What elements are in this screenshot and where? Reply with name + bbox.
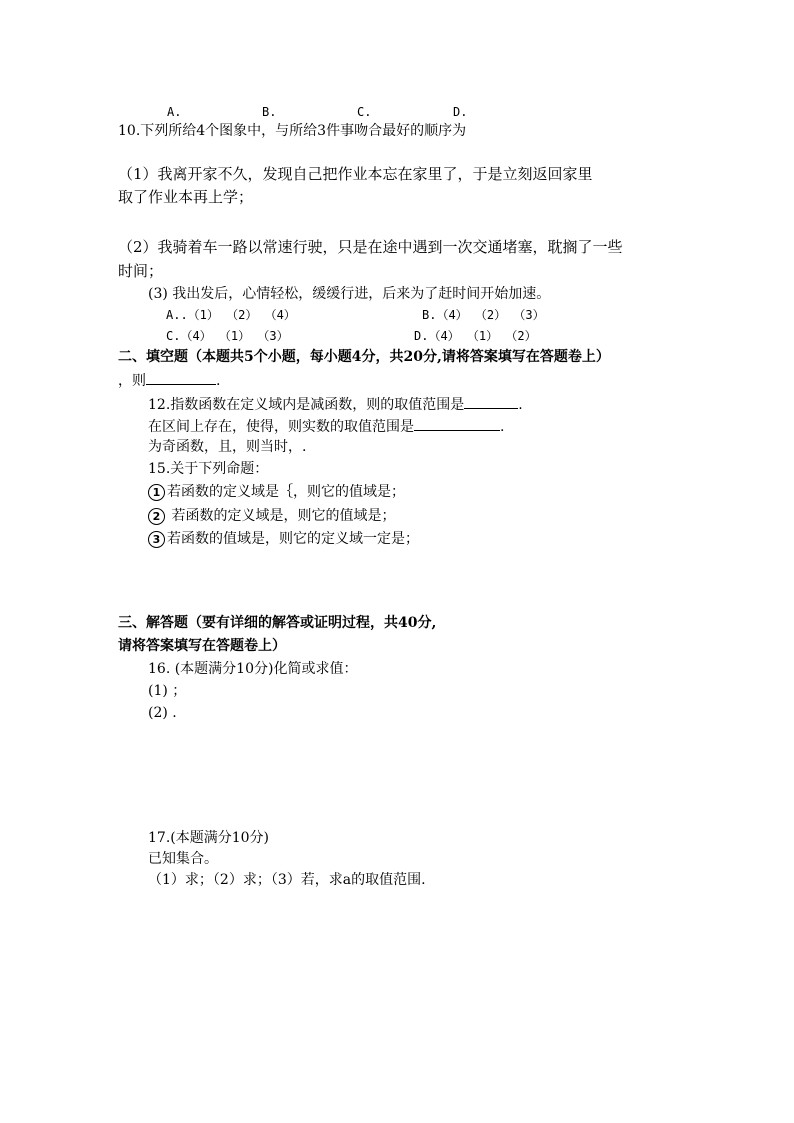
q10-stem: 10.下列所给4个图象中，与所给3件事吻合最好的顺序为 <box>118 123 467 139</box>
q10-option-b: B.（4） （2） （3） <box>422 308 545 322</box>
q16-part-2: (2) . <box>148 705 177 721</box>
circled-number-1: 1 <box>148 484 165 501</box>
section3-heading-line1: 三、解答题（要有详细的解答或证明过程，共40分, <box>118 615 437 631</box>
q9-option-b: B. <box>262 105 277 119</box>
q13-answer-blank <box>414 416 500 431</box>
q16-stem: 16. (本题满分10分)化简或求值： <box>148 661 358 677</box>
q10-item2-line1: （2）我骑着车一路以常速行驶，只是在途中遇到一次交通堵塞，耽搁了一些 <box>118 238 623 256</box>
q10-item2-line2: 时间； <box>118 262 164 280</box>
section3-heading-line2: 请将答案填写在答题卷上） <box>118 638 286 654</box>
q15-proposition-3: 3 若函数的值域是，则它的定义域一定是； <box>148 530 419 548</box>
q12-answer-blank <box>464 394 518 409</box>
q11-answer-blank <box>146 370 216 385</box>
q15-proposition-1: 1 若函数的定义域是｛，则它的值域是； <box>148 483 405 501</box>
circled-number-2: 2 <box>148 508 165 525</box>
q15-proposition-2: 2 若函数的定义域是，则它的值域是； <box>148 507 395 525</box>
q9-option-d: D. <box>453 105 468 119</box>
q15-stem: 15.关于下列命题： <box>148 461 269 477</box>
q10-option-a: A..（1） （2） （4） <box>166 308 296 322</box>
q11-text: ，则 . <box>118 370 220 390</box>
q10-item3: (3) 我出发后，心情轻松，缓缓行进，后来为了赶时间开始加速。 <box>148 286 551 302</box>
circled-number-3: 3 <box>148 531 165 548</box>
q17-given: 已知集合。 <box>148 851 218 867</box>
q10-option-c: C.（4） （1） （3） <box>166 329 289 343</box>
q17-stem: 17.(本题满分10分) <box>148 830 270 846</box>
q9-option-c: C. <box>357 105 372 119</box>
q12-text: 12.指数函数在定义域内是减函数，则的取值范围是 . <box>148 394 523 414</box>
q14-text: 为奇函数，且，则当时，. <box>148 439 307 455</box>
section2-heading: 二、填空题（本题共5个小题，每小题4分，共20分,请将答案填写在答题卷上） <box>118 349 610 365</box>
q10-item1-line2: 取了作业本再上学； <box>118 188 254 206</box>
q10-option-d: D.（4） （1） （2） <box>414 329 537 343</box>
q9-option-a: A. <box>167 105 182 119</box>
q13-text: 在区间上存在，使得，则实数的取值范围是 . <box>148 416 504 436</box>
q17-parts: （1）求；（2）求；（3）若，求a的取值范围. <box>148 872 426 888</box>
q16-part-1: (1) ； <box>148 683 187 699</box>
q10-item1-line1: （1）我离开家不久，发现自己把作业本忘在家里了，于是立刻返回家里 <box>118 165 593 183</box>
